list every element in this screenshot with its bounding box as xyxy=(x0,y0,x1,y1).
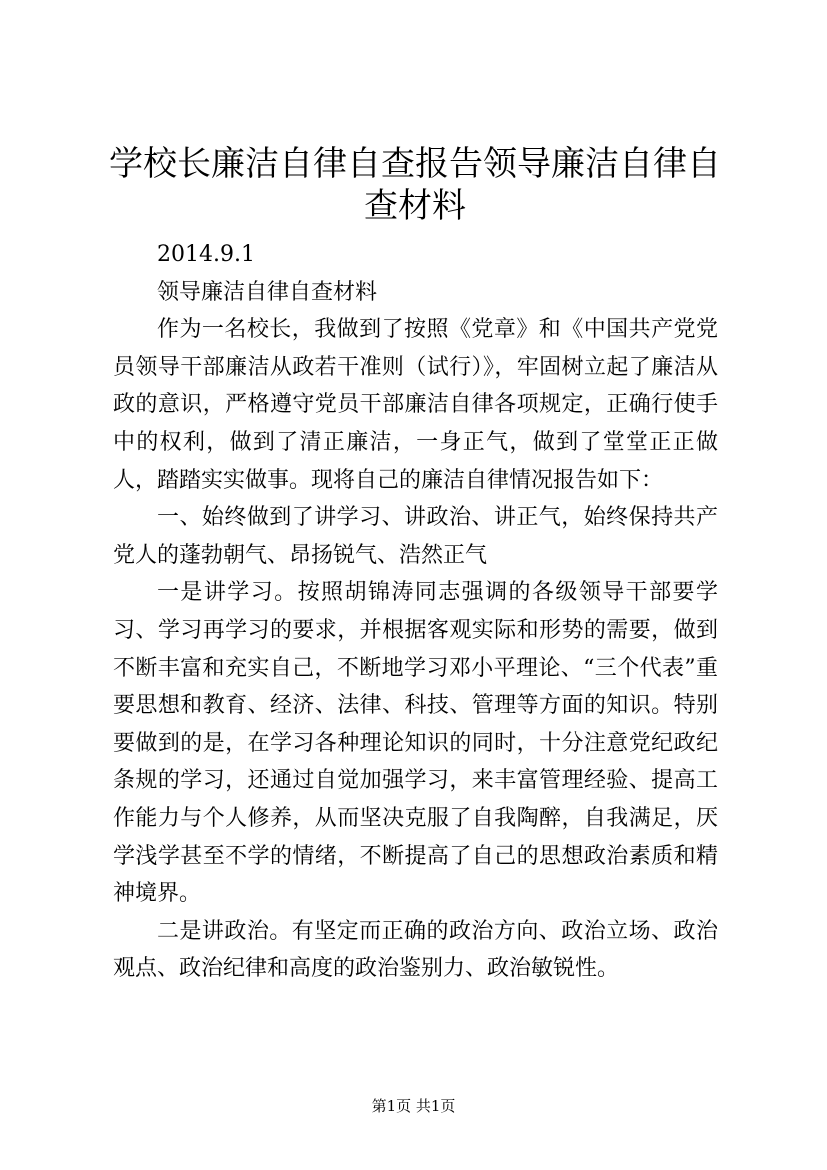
document-title: 学校长廉洁自律自查报告领导廉洁自律自查材料 xyxy=(109,144,721,226)
section-heading-1: 一、始终做到了讲学习、讲政治、讲正气，始终保持共产党人的蓬勃朝气、昂扬锐气、浩然正气 xyxy=(113,505,718,568)
intro-paragraph: 作为一名校长，我做到了按照《党章》和《中国共产党党员领导干部廉洁从政若干准则（试行）》，牢固树立起了廉洁从政的意识，严格遵守党员干部廉洁自律各项规定，正确行使手中的权利，做到了清正廉洁，一身正气，做到了堂堂正正做人，踏踏实实做事。现将自己的廉洁自律情况报告如下： xyxy=(113,317,718,493)
document-body xyxy=(113,236,718,988)
date-line: 2014.9.1 xyxy=(157,242,255,267)
subtitle-line: 领导廉洁自律自查材料 xyxy=(157,279,378,305)
politics-paragraph: 二是讲政治。有坚定而正确的政治方向、政治立场、政治观点、政治纪律和高度的政治鉴别力、政治敏锐性。 xyxy=(113,918,718,982)
page-footer: 第1页 共1页 xyxy=(371,1097,456,1115)
study-paragraph: 一是讲学习。按照胡锦涛同志强调的各级领导干部要学习、学习再学习的要求，并根据客观实际和形势的需要，做到不断丰富和充实自己，不断地学习邓小平理论、“三个代表”重要思想和教育、经济、法律、科技、管理等方面的知识。特别要做到的是，在学习各种理论知识的同时，十分注意党纪政纪条规的学习，还通过自觉加强学习，来丰富管理经验、提高工作能力与个人修养，从而坚决克服了自我陶醉，自我满足，厌学浅学甚至不学的情绪，不断提高了自己的思想政治素质和精神境界。 xyxy=(113,580,718,907)
